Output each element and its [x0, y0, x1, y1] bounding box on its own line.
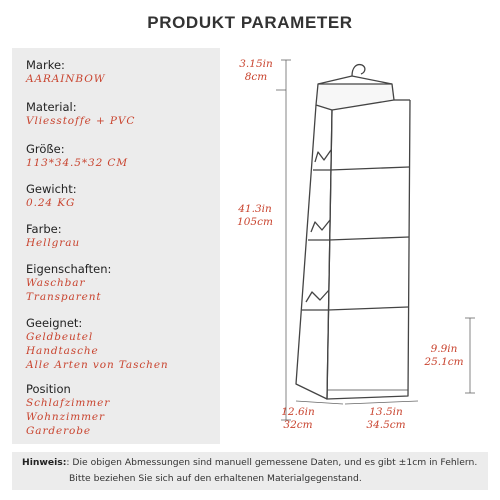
spec-value: Wohnzimmer: [26, 411, 105, 423]
spec-value: AARAINBOW: [26, 73, 106, 85]
spec-value: Vliesstoffe + PVC: [26, 115, 136, 127]
spec-label: Geeignet:: [26, 316, 83, 330]
spec-value: 113*34.5*32 CM: [26, 157, 129, 169]
spec-value: Hellgrau: [26, 237, 81, 249]
dim-cm: 34.5cm: [366, 419, 406, 431]
spec-value: 0.24 KG: [26, 197, 76, 209]
page-title: PRODUKT PARAMETER: [147, 13, 353, 32]
dim-width: [354, 406, 418, 432]
spec-label: Position: [26, 382, 71, 396]
hanger-icon: [318, 65, 392, 84]
spec-suitable: [26, 316, 169, 372]
dim-cm: 25.1cm: [424, 356, 464, 368]
dim-height: [226, 203, 284, 229]
spec-features: [26, 262, 111, 304]
dim-inch: 12.6in: [281, 406, 315, 418]
note-line-2: Bitte beziehen Sie sich auf den erhaltenen Materialgegenstand.: [69, 473, 362, 484]
width-dimension-line: [345, 401, 418, 404]
spec-value: Handtasche: [26, 345, 99, 357]
dim-pocket: [418, 343, 470, 369]
spec-value: Geldbeutel: [26, 331, 94, 343]
dim-top: [230, 58, 282, 84]
spec-value: Transparent: [26, 291, 102, 303]
dim-cm: 32cm: [283, 419, 313, 431]
dim-inch: 13.5in: [369, 406, 403, 418]
depth-dimension-line: [296, 401, 343, 404]
spec-color: [26, 222, 80, 250]
spec-value: Waschbar: [26, 277, 86, 289]
spec-weight: [26, 182, 77, 210]
note-box: [12, 452, 488, 490]
spec-value: Garderobe: [26, 425, 91, 437]
dim-inch: 41.3in: [238, 203, 272, 215]
spec-value: Schlafzimmer: [26, 397, 111, 409]
spec-position: [26, 382, 110, 438]
spec-label: Größe:: [26, 142, 65, 156]
spec-label: Gewicht:: [26, 182, 77, 196]
dim-depth: [268, 406, 328, 432]
organizer-illustration: [220, 48, 490, 444]
spec-brand: [26, 58, 105, 86]
spec-label: Marke:: [26, 58, 65, 72]
spec-label: Farbe:: [26, 222, 62, 236]
dim-inch: 9.9in: [430, 343, 458, 355]
dim-inch: 3.15in: [239, 58, 273, 70]
note-text-1: : Die obigen Abmessungen sind manuell gemessene Daten, und es gibt ±1cm in Fehlern.: [66, 457, 478, 468]
spec-size: [26, 142, 128, 170]
spec-panel: [12, 48, 220, 444]
spec-material: [26, 100, 135, 128]
note-line-1: [22, 457, 477, 469]
dim-cm: 105cm: [237, 216, 273, 228]
note-label: Hinweis:: [22, 457, 67, 468]
spec-value: Alle Arten von Taschen: [26, 359, 169, 371]
spec-label: Material:: [26, 100, 77, 114]
dim-cm: 8cm: [244, 71, 268, 83]
spec-label: Eigenschaften:: [26, 262, 112, 276]
bag-organizer-icon: [296, 84, 410, 399]
